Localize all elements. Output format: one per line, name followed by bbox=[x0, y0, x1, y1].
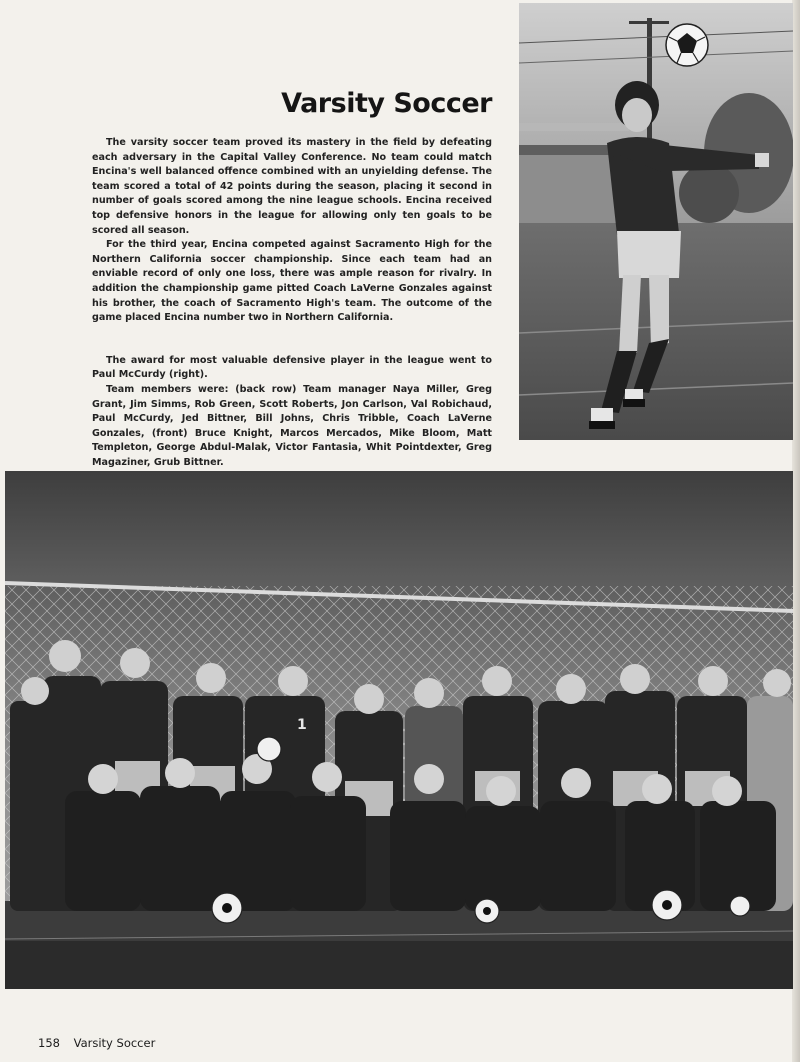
paragraph-1: The varsity soccer team proved its mastery in the field by defeating each adversary in the Capital Valley Conference. No team could match Encina's well balanced offence combined with an unyielding defense. The team scored a total of 42 points during the season, placing it second in number of goals scored among the nine league schools. Encina received top defensive honors in the league for allowing only ten goals to be scored all season. bbox=[92, 137, 492, 236]
caption-team-members: Team members were: (back row) Team manager Naya Miller, Greg Grant, Jim Simms, Rob Green, Scott Roberts, Jon Carlson, Val Robichaud, Paul McCurdy, Jed Bittner, Bill Johns, Chris Tribble, Coach LaVerne Gonzales, (front) Bruce Knight, Marcos Mercados, Mike Bloom, Matt Templeton, George Abdul-Malak, Victor Fantasia, Whit Pointdexter, Greg Magaziner, Grub Bittner. bbox=[92, 383, 492, 468]
team-group-photo bbox=[5, 471, 793, 989]
team-group-illustration bbox=[5, 471, 793, 989]
page-number: 158 bbox=[38, 1036, 60, 1050]
footer-section-label: Varsity Soccer bbox=[73, 1036, 156, 1050]
article-body bbox=[92, 136, 492, 470]
page-gutter-shadow bbox=[792, 0, 800, 1062]
player-action-photo bbox=[519, 3, 793, 440]
page-title: Varsity Soccer bbox=[281, 88, 492, 119]
paragraph-2: For the third year, Encina competed against Sacramento High for the Northern California soccer championship. Since each team had an enviable record of only one loss, there was ample reason for rivalry. In addition the championship game pitted Coach LaVerne Gonzales against his brother, the coach of Sacramento High's team. The outcome of the game placed Encina number two in Northern California. bbox=[92, 239, 492, 324]
page-footer bbox=[38, 1036, 165, 1050]
player-action-illustration bbox=[519, 3, 793, 440]
caption-award: The award for most valuable defensive player in the league went to Paul McCurdy (right). bbox=[92, 354, 492, 381]
goalkeeper-jersey-number: 1 bbox=[297, 717, 307, 733]
